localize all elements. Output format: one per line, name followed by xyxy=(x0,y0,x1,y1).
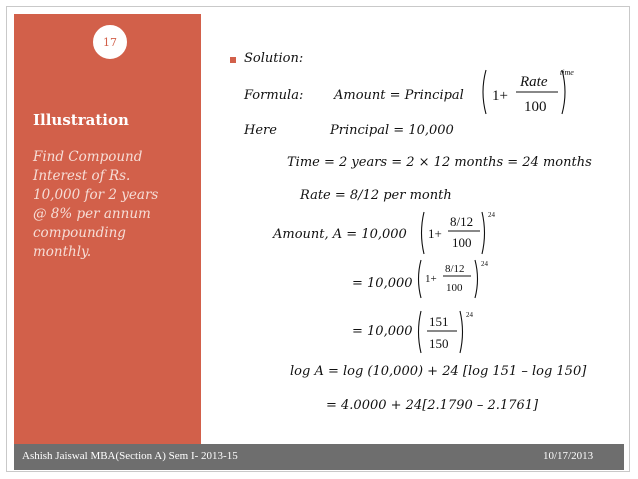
eq2-prefix: = 10,000 xyxy=(352,276,413,291)
illustration-line: Interest of Rs. xyxy=(33,168,131,184)
slide-number-badge xyxy=(92,24,128,60)
solution-heading: Solution: xyxy=(244,51,304,66)
formula-math xyxy=(478,60,588,120)
here-label: Here xyxy=(244,123,277,138)
eq2-denominator: 100 xyxy=(446,282,463,294)
eq3-exponent: 24 xyxy=(466,311,473,319)
formula-exponent: time xyxy=(560,68,574,77)
left-paren-icon xyxy=(422,212,425,254)
eq1-numerator: 8/12 xyxy=(450,214,474,229)
footer-author: Ashish Jaiswal MBA(Section A) Sem I- 2013-15 xyxy=(22,450,238,462)
right-paren-icon xyxy=(482,212,485,254)
formula-one-plus: 1+ xyxy=(492,88,508,104)
formula-rate: Rate xyxy=(520,74,548,90)
illustration-line: 10,000 for 2 years xyxy=(33,187,159,203)
eq2-exponent: 24 xyxy=(481,260,488,268)
eq3-denominator: 150 xyxy=(429,336,449,351)
left-paren-icon xyxy=(419,260,422,298)
formula-hundred: 100 xyxy=(524,99,547,115)
left-paren-icon xyxy=(419,311,422,353)
log-line: log A = log (10,000) + 24 [log 151 – log 150] xyxy=(290,364,587,379)
eq2-one-plus: 1+ xyxy=(425,273,437,285)
illustration-line: Find Compound xyxy=(33,149,143,165)
rate-line: Rate = 8/12 per month xyxy=(300,188,452,203)
footer-date: 10/17/2013 xyxy=(543,450,594,462)
principal-line: Principal = 10,000 xyxy=(330,123,454,138)
amount-math xyxy=(418,208,500,258)
slide-number: 17 xyxy=(103,35,117,49)
result-line: = 4.0000 + 24[2.1790 – 2.1761] xyxy=(326,398,539,413)
formula-label: Formula: xyxy=(244,88,304,103)
eq2-numerator: 8/12 xyxy=(445,263,465,275)
eq2-math xyxy=(415,258,497,300)
eq1-exponent: 24 xyxy=(488,211,495,219)
formula-text: Amount = Principal xyxy=(334,88,464,103)
eq1-one-plus: 1+ xyxy=(428,226,442,241)
eq1-denominator: 100 xyxy=(452,235,472,250)
amount-line: Amount, A = 10,000 xyxy=(273,227,407,242)
right-paren-icon xyxy=(460,311,463,353)
right-paren-icon xyxy=(475,260,478,298)
left-paren-icon xyxy=(483,70,486,114)
eq3-numerator: 151 xyxy=(429,314,449,329)
illustration-title: Illustration xyxy=(33,111,129,129)
illustration-line: monthly. xyxy=(33,244,92,260)
illustration-line: @ 8% per annum xyxy=(33,206,151,222)
time-line: Time = 2 years = 2 × 12 months = 24 months xyxy=(287,155,592,170)
illustration-line: compounding xyxy=(33,225,126,241)
illustration-body xyxy=(33,148,193,262)
eq3-prefix: = 10,000 xyxy=(352,324,413,339)
eq3-math xyxy=(415,308,497,354)
bullet-icon xyxy=(230,57,236,63)
